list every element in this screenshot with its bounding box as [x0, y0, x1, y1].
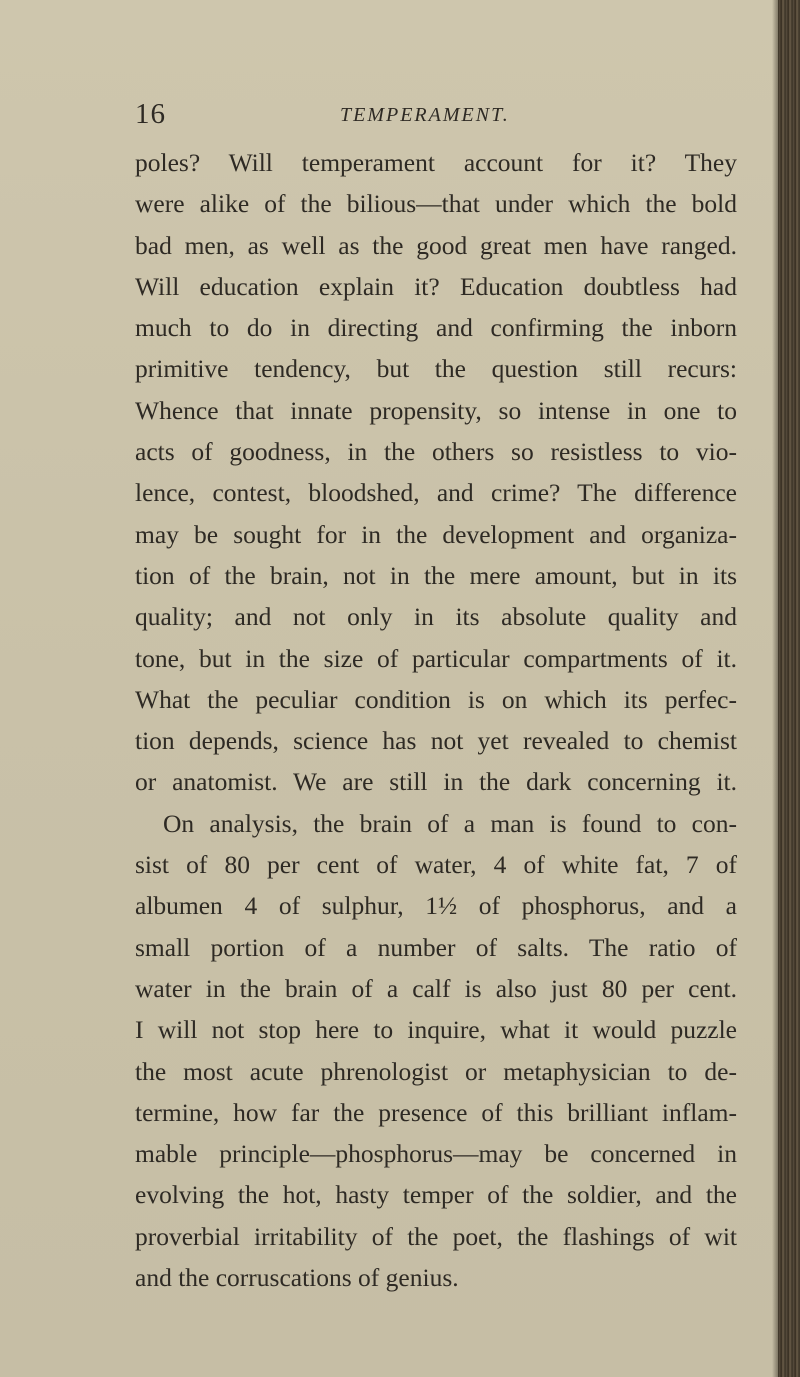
- text-line: small portion of a number of salts. The ratio of: [135, 932, 737, 962]
- text-line: Whence that innate propensity, so intense in one to: [135, 395, 737, 425]
- text-line: poles? Will temperament account for it? They: [135, 148, 737, 177]
- text-line: quality; and not only in its absolute quality and: [135, 602, 737, 632]
- running-head: TEMPERAMENT.: [340, 104, 510, 126]
- text-line: were alike of the bilious—that under which the bold: [135, 189, 737, 219]
- page-number: 16: [135, 98, 166, 130]
- text-line: sist of 80 per cent of water, 4 of white fat, 7 of: [135, 850, 737, 880]
- text-line: water in the brain of a calf is also just 80 per cent.: [135, 973, 737, 1003]
- text-line: tion depends, science has not yet revealed to chemist: [135, 726, 737, 756]
- body-text: [135, 142, 737, 1298]
- text-line: proverbial irritability of the poet, the flashings of wit: [135, 1221, 737, 1251]
- text-line: albumen 4 of sulphur, 1½ of phosphorus, and a: [135, 891, 737, 921]
- text-line: bad men, as well as the good great men have ranged.: [135, 230, 737, 260]
- text-line: tone, but in the size of particular compartments of it.: [135, 643, 737, 673]
- text-line: Will education explain it? Education doubtless had: [135, 271, 737, 301]
- text-line: lence, contest, bloodshed, and crime? The difference: [135, 478, 737, 508]
- text-line: I will not stop here to inquire, what it would puzzle: [135, 1015, 737, 1045]
- text-line: and the corruscations of genius.: [135, 1263, 459, 1293]
- text-line: primitive tendency, but the question still recurs:: [135, 354, 737, 384]
- text-line: termine, how far the presence of this brilliant inflam-: [135, 1097, 737, 1127]
- text-line: the most acute phrenologist or metaphysician to de-: [135, 1056, 737, 1086]
- text-line: or anatomist. We are still in the dark concerning it.: [135, 767, 737, 797]
- text-line: On analysis, the brain of a man is found to con-: [163, 808, 737, 838]
- text-line: much to do in directing and confirming the inborn: [135, 313, 737, 343]
- book-page-edge: [778, 0, 800, 1377]
- text-line: What the peculiar condition is on which its perfec-: [135, 684, 737, 714]
- text-line: tion of the brain, not in the mere amount, but in its: [135, 560, 737, 590]
- text-line: mable principle—phosphorus—may be concerned in: [135, 1139, 737, 1169]
- text-line: evolving the hot, hasty temper of the soldier, and the: [135, 1180, 737, 1210]
- text-line: may be sought for in the development and organiza-: [135, 519, 737, 549]
- text-line: acts of goodness, in the others so resistless to vio-: [135, 437, 737, 467]
- page-header: [135, 98, 735, 138]
